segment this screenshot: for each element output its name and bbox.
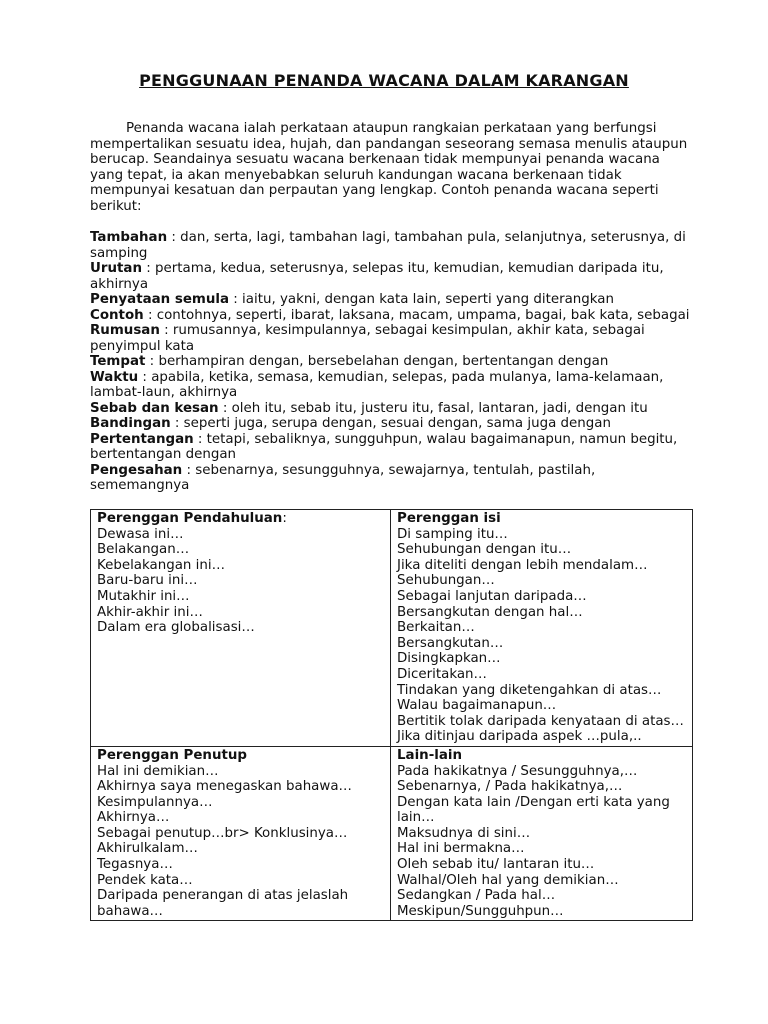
list-item: Hal ini bermakna…: [397, 841, 525, 857]
cell-lain-lain: [391, 746, 693, 921]
list-item: Kebelakangan ini…: [97, 557, 225, 573]
list-item: Sehubungan dengan itu…: [397, 542, 572, 558]
marker-examples: : tetapi, sebaliknya, sungguhpun, walau bagaimanapun, namun begitu, bertentangan dengan: [90, 431, 678, 462]
list-item: Bersangkutan…: [397, 635, 504, 651]
table-row: [91, 746, 693, 921]
heading-colon: :: [282, 511, 287, 526]
marker-item: [90, 230, 690, 261]
list-item: Akhirnya saya menegaskan bahawa…: [97, 779, 352, 795]
list-item: Dewasa ini…: [97, 526, 184, 542]
cell-isi: [391, 510, 693, 747]
marker-item: [90, 323, 690, 354]
list-item: Belakangan…: [97, 542, 190, 558]
cell-heading: Lain-lain: [397, 747, 462, 763]
marker-examples: : seperti juga, serupa dengan, sesuai dengan, sama juga dengan: [170, 416, 611, 431]
marker-term: Waktu: [90, 369, 139, 385]
cell-heading: Perenggan isi: [397, 511, 501, 526]
list-item: Dalam era globalisasi…: [97, 620, 255, 636]
cell-pendahuluan: [91, 510, 391, 747]
list-item: Sehubungan…: [397, 573, 495, 589]
list-item: Bertitik tolak daripada kenyataan di atas…: [397, 713, 684, 729]
list-item: Tegasnya…: [97, 857, 173, 873]
marker-item: [90, 292, 690, 308]
phrase-list: [397, 764, 687, 920]
marker-examples: : rumusannya, kesimpulannya, sebagai kesimpulan, akhir kata, sebagai penyimpul kata: [90, 323, 645, 354]
list-item: Pada hakikatnya / Sesungguhnya,…: [397, 763, 638, 779]
marker-item: [90, 463, 690, 494]
marker-examples: : pertama, kedua, seterusnya, selepas itu, kemudian, kemudian daripada itu, akhirnya: [90, 261, 664, 292]
list-item: Jika ditinjau daripada aspek …pula,..: [397, 729, 642, 745]
phrase-list: [97, 764, 385, 920]
marker-term: Bandingan: [90, 416, 171, 431]
phrase-list: [397, 527, 687, 745]
marker-item: [90, 370, 690, 401]
list-item: Kesimpulannya…: [97, 794, 213, 810]
page-title: PENGGUNAAN PENANDA WACANA DALAM KARANGAN: [139, 71, 629, 90]
marker-examples: : sebenarnya, sesungguhnya, sewajarnya, tentulah, pastilah, sememangnya: [90, 462, 596, 493]
list-item: Pendek kata…: [97, 872, 193, 888]
list-item: Akhirnya…: [97, 810, 170, 826]
list-item: Mutakhir ini…: [97, 588, 190, 604]
phrases-table: [90, 509, 693, 921]
list-item: Tindakan yang diketengahkan di atas…: [397, 682, 662, 698]
list-item: Di samping itu…: [397, 526, 508, 542]
marker-examples: : iaitu, yakni, dengan kata lain, seperti yang diterangkan: [229, 292, 614, 307]
intro-paragraph: [90, 121, 690, 215]
list-item: Berkaitan…: [397, 620, 475, 636]
list-item: Oleh sebab itu/ lantaran itu…: [397, 857, 595, 873]
marker-term: Pertentangan: [90, 431, 194, 447]
list-item: Baru-baru ini…: [97, 573, 198, 589]
cell-heading: [97, 511, 385, 527]
marker-list: [90, 230, 690, 494]
list-item: Akhirulkalam…: [97, 841, 198, 857]
marker-examples: : oleh itu, sebab itu, justeru itu, fasal, lantaran, jadi, dengan itu: [218, 400, 648, 416]
table-row: [91, 510, 693, 747]
list-item: Sebagai lanjutan daripada…: [397, 588, 587, 604]
marker-item: [90, 416, 690, 432]
list-item: Walhal/Oleh hal yang demikian…: [397, 872, 619, 888]
list-item: Hal ini demikian…: [97, 763, 219, 779]
marker-term: Tempat: [90, 354, 146, 369]
marker-term: Urutan: [90, 261, 142, 276]
list-item: Diceritakan…: [397, 666, 487, 682]
intro-text: Penanda wacana ialah perkataan ataupun rangkaian perkataan yang berfungsi mempertalikan sesuatu idea, hujah, dan pandangan seseorang semasa menulis ataupun berucap. Seandainya sesuatu wacana berkenaan tidak mempunyai penanda wacana yang tepat, ia akan menyebabkan seluruh kandungan wacana berkenaan tidak mempunyai kesatuan dan perpautan yang lengkap. Contoh penanda wacana seperti berikut:: [90, 121, 688, 214]
list-item: Sedangkan / Pada hal…: [397, 888, 556, 904]
marker-item: [90, 308, 690, 324]
marker-examples: : contohnya, seperti, ibarat, laksana, macam, umpama, bagai, bak kata, sebagai: [143, 307, 690, 323]
list-item: Daripada penerangan di atas jelaslah bahawa…: [97, 888, 349, 919]
marker-item: [90, 401, 690, 417]
marker-examples: : dan, serta, lagi, tambahan lagi, tambahan pula, selanjutnya, seterusnya, di samping: [90, 230, 686, 261]
marker-term: Tambahan: [90, 230, 168, 245]
list-item: Sebagai penutup…br> Konklusinya…: [97, 825, 348, 841]
marker-term: Contoh: [90, 307, 144, 323]
list-item: Disingkapkan…: [397, 651, 501, 667]
marker-examples: : apabila, ketika, semasa, kemudian, selepas, pada mulanya, lama-kelamaan, lambat-laun, akhirnya: [90, 369, 664, 400]
list-item: Jika diteliti dengan lebih mendalam…: [397, 557, 648, 573]
list-item: Maksudnya di sini…: [397, 825, 531, 841]
marker-term: Sebab dan kesan: [90, 400, 219, 416]
list-item: Meskipun/Sungguhpun…: [397, 903, 564, 919]
list-item: Dengan kata lain /Dengan erti kata yang lain…: [397, 794, 670, 826]
list-item: Akhir-akhir ini…: [97, 604, 203, 620]
marker-examples: : berhampiran dengan, bersebelahan dengan, bertentangan dengan: [145, 354, 609, 369]
cell-heading: Perenggan Penutup: [97, 747, 247, 763]
marker-term: Pengesahan: [90, 462, 183, 478]
marker-item: [90, 261, 690, 292]
heading-text: Perenggan Pendahuluan: [97, 511, 283, 526]
marker-term: Penyataan semula: [90, 292, 230, 307]
phrase-list: [97, 527, 385, 636]
list-item: Sebenarnya, / Pada hakikatnya,…: [397, 779, 623, 795]
marker-item: [90, 354, 690, 370]
list-item: Walau bagaimanapun…: [397, 698, 557, 714]
marker-term: Rumusan: [90, 323, 160, 338]
cell-penutup: [91, 746, 391, 921]
list-item: Bersangkutan dengan hal…: [397, 604, 583, 620]
marker-item: [90, 432, 690, 463]
